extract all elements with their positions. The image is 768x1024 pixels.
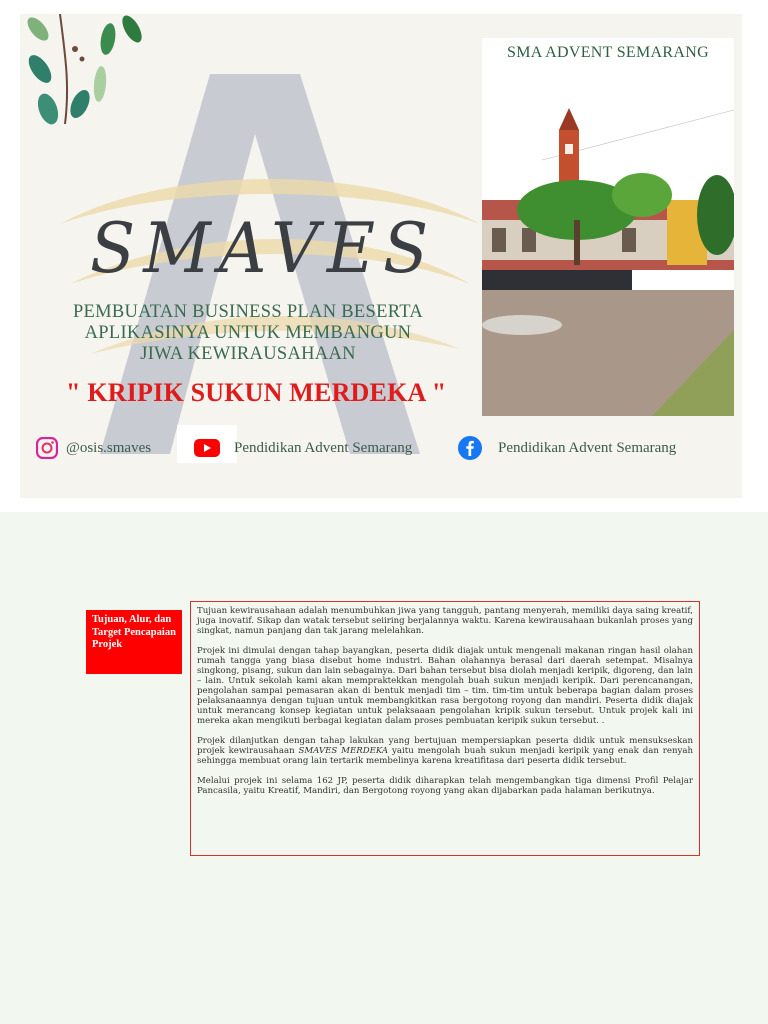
- instagram-icon: [36, 437, 58, 459]
- instagram-link[interactable]: [36, 430, 151, 466]
- facebook-link[interactable]: [458, 430, 676, 466]
- youtube-channel: Pendidikan Advent Semarang: [234, 439, 413, 456]
- title-line: PEMBUATAN BUSINESS PLAN BESERTA: [72, 302, 424, 322]
- project-title-italic: SMAVES MERDEKA: [298, 746, 389, 756]
- section-label: Tujuan, Alur, dan Target Pencapaian Projek: [86, 610, 182, 674]
- youtube-link[interactable]: [194, 430, 412, 466]
- facebook-page: Pendidikan Advent Semarang: [498, 439, 677, 456]
- paragraph-continuation-start: Projek dilanjutkan dengan tahap lakukan yang bertujuan mempersiapkan peserta didik untuk mensukseskan projek kewirausahaan: [197, 736, 693, 756]
- paragraph-target: Melalui projek ini selama 162 JP, peserta didik diharapkan telah mengembangkan tiga dimensi Profil Pelajar Pancasila, yaitu Kreatif, Mandiri, dan Bergotong royong yang akan dijabarkan pada halaman berikutnya.: [197, 776, 693, 796]
- project-name: " KRIPIK SUKUN MERDEKA ": [66, 378, 447, 407]
- instagram-handle: @osis.smaves: [66, 439, 152, 456]
- youtube-icon: [194, 439, 220, 457]
- paragraph-flow: Projek ini dimulai dengan tahap bayangkan, peserta didik diajak untuk mengenali makanan ringan hasil olahan rumah tangga yang biasa disebut home industri. Bahan olahannya berasal dari daerah setempat. Misalnya singkong, pisang, sukun dan lain sebagainya. Dari bahan tersebut bisa diolah menjadi keripik, digoreng, dan lain – lain. Untuk sekolah kami akan mempraktekkan mengolah buah sukun menjadi keripik. Dari perencanangan, pengolahan sampai pemasaran akan di bentuk menjadi tim – tim. tim-tim untuk beberapa bagian dalam proses pelaksanaannya dengan tujuan untuk membangkitkan rasa bergotong royong dan mandiri. Peserta didik diajak untuk merancang konsep kegiatan untuk pelaksaaan pengolahan kripik sukun tersebut. Untuk projek kali ini mereka akan mengikuti berbagai kegiatan dalam proses pembuatan keripik sukun tersebut. .: [197, 646, 693, 726]
- brand-script-title: SMAVES: [90, 208, 437, 289]
- school-name: SMA ADVENT SEMARANG: [507, 44, 709, 61]
- project-banner: [20, 14, 742, 498]
- school-photo-card: [482, 38, 734, 416]
- paragraph-continuation: [197, 736, 693, 766]
- paragraph-goal: Tujuan kewirausahaan adalah menumbuhkan jiwa yang tangguh, pantang menyerah, memiliki daya saing kreatif, juga inovatif. Sikap dan watak tersebut seiiring berjalannya waktu. Karena kewirausahaan bukanlah proses yang singkat, namun panjang dan tak jarang melelahkan.: [197, 606, 693, 636]
- facebook-icon: [458, 436, 482, 460]
- paragraph-continuation-end: yaitu mengolah buah sukun menjadi keripik yang enak dan renyah sehingga membuat orang lain tertarik membelinya karena kreatifitasa dari peserta didik tersebut.: [197, 746, 693, 766]
- title-line: APLIKASINYA UNTUK MEMBANGUN: [84, 323, 412, 343]
- school-building-photo: [482, 70, 734, 416]
- banner-title: [38, 302, 458, 365]
- section-content-box: [190, 601, 700, 856]
- title-line: JIWA KEWIRAUSAHAAN: [140, 344, 356, 364]
